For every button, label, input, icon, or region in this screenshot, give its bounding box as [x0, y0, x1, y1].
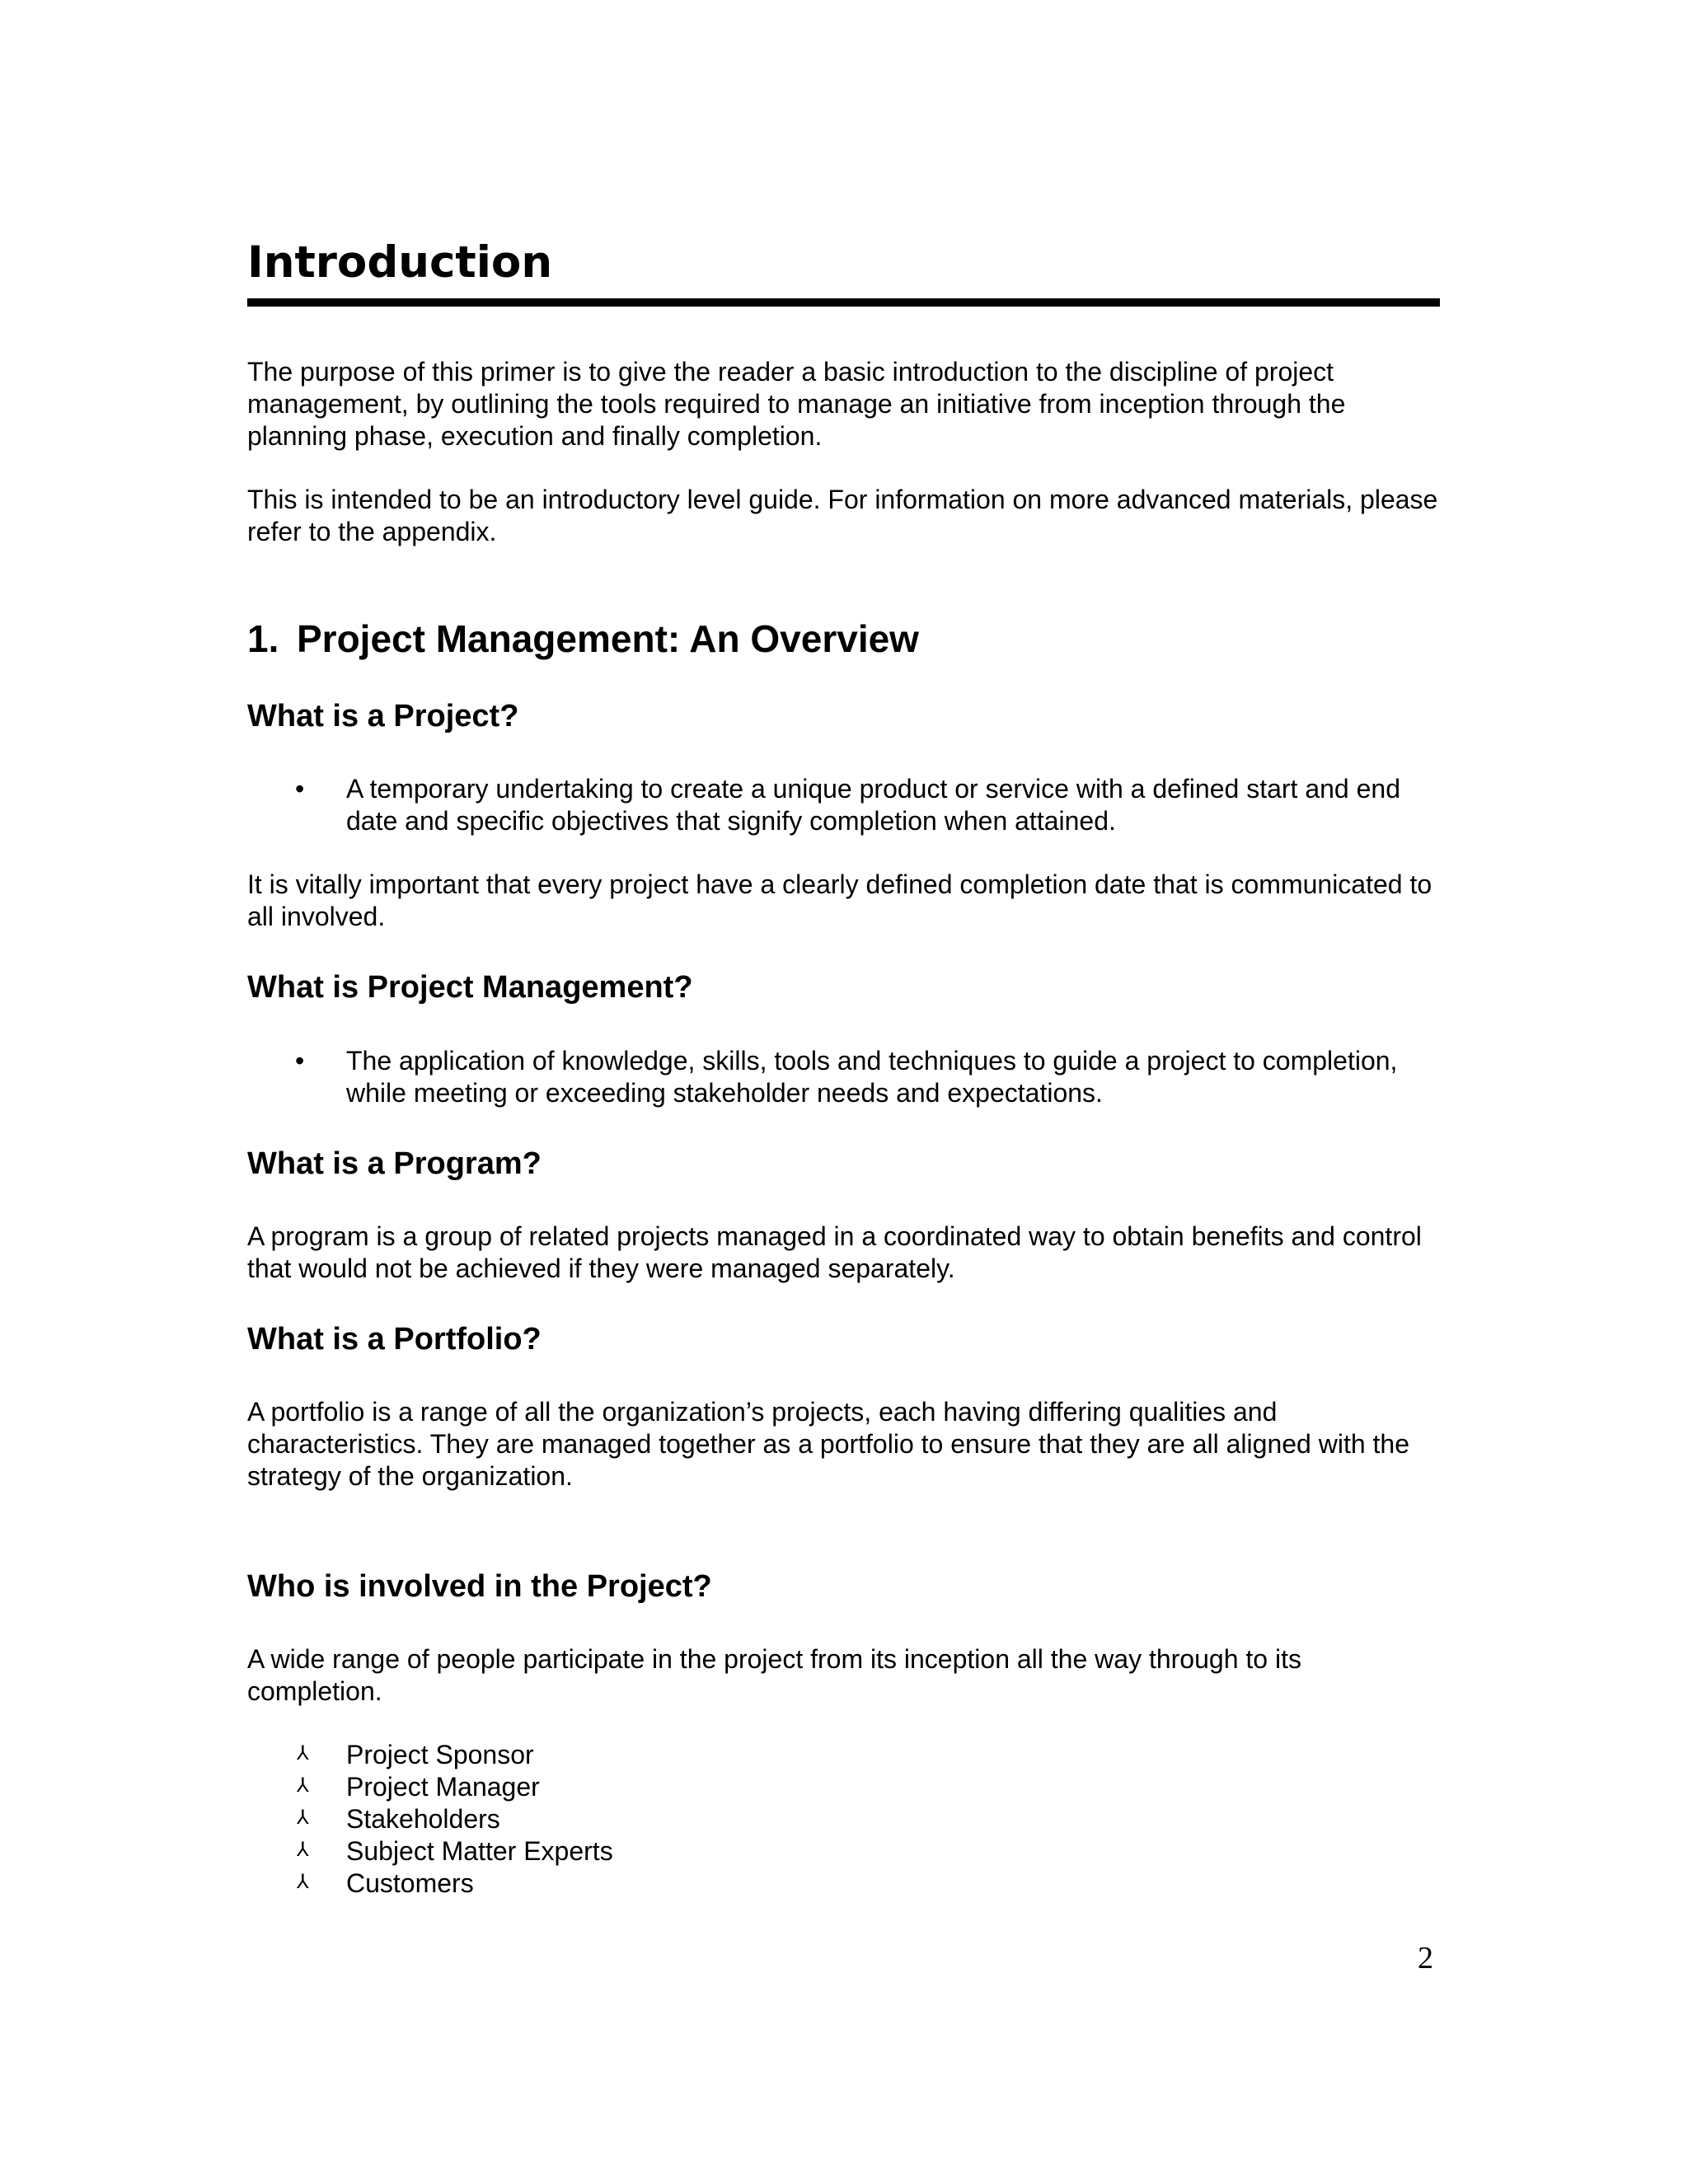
arrow-bullet-icon: ⅄ — [297, 1741, 309, 1765]
list-item — [247, 1868, 1442, 1900]
document-page — [247, 231, 1442, 1900]
arrow-bullet-icon: ⅄ — [297, 1773, 309, 1797]
people-list — [247, 1739, 1442, 1900]
bullet-dot: • — [295, 1046, 305, 1076]
portfolio-paragraph: A portfolio is a range of all the organization’s projects, each having differing qualities and characteristics. They are managed together as a portfolio to ensure that they are all aligned with the strategy of the organization. — [247, 1396, 1409, 1491]
section-heading — [247, 618, 1442, 660]
arrow-bullet-icon: ⅄ — [297, 1805, 309, 1829]
list-item-text: Subject Matter Experts — [346, 1835, 613, 1866]
title-rule — [247, 298, 1440, 307]
page-title: Introduction — [247, 237, 553, 288]
project-bullet-list — [247, 773, 1442, 837]
section-title: Project Management: An Overview — [297, 617, 919, 660]
arrow-bullet-icon: ⅄ — [297, 1869, 309, 1893]
heading-what-is-portfolio: What is a Portfolio? — [247, 1321, 542, 1357]
who-paragraph: A wide range of people participate in the project from its inception all the way through to its completion. — [247, 1643, 1301, 1706]
program-paragraph: A program is a group of related projects managed in a coordinated way to obtain benefits and control that would not be achieved if they were managed separately. — [247, 1221, 1422, 1283]
intro-paragraph-2: This is intended to be an introductory level guide. For information on more advanced materials, please refer to the appendix. — [247, 485, 1438, 546]
list-item-text: The application of knowledge, skills, tools and techniques to guide a project to completion, while meeting or exceeding stakeholder needs and expectations. — [346, 1046, 1398, 1108]
project-paragraph: It is vitally important that every project have a clearly defined completion date that is communicated to all involved. — [247, 869, 1432, 932]
bullet-dot: • — [295, 774, 305, 804]
list-item — [247, 1771, 1442, 1803]
heading-what-is-program: What is a Program? — [247, 1146, 542, 1182]
section-number: 1. — [247, 617, 279, 660]
list-item-text: Project Sponsor — [346, 1739, 534, 1769]
heading-who-involved: Who is involved in the Project? — [247, 1568, 712, 1604]
heading-what-is-pm: What is Project Management? — [247, 970, 693, 1005]
list-item — [247, 1835, 1442, 1868]
list-item — [247, 1045, 1418, 1109]
list-item-text: Stakeholders — [346, 1803, 500, 1834]
list-item-text: Project Manager — [346, 1771, 540, 1802]
list-item — [247, 773, 1418, 837]
intro-paragraph-1: The purpose of this primer is to give the reader a basic introduction to the discipline of project management, by outlining the tools required to manage an initiative from inception through the planning phase, execution and finally completion. — [247, 357, 1346, 451]
list-item — [247, 1739, 1442, 1771]
pm-bullet-list — [247, 1045, 1442, 1109]
heading-what-is-project: What is a Project? — [247, 698, 519, 733]
list-item-text: A temporary undertaking to create a unique product or service with a defined start and end date and specific objectives that signify completion when attained. — [346, 774, 1400, 837]
arrow-bullet-icon: ⅄ — [297, 1837, 309, 1861]
page-number: 2 — [1418, 1941, 1433, 1975]
list-item-text: Customers — [346, 1868, 474, 1898]
list-item — [247, 1803, 1442, 1835]
